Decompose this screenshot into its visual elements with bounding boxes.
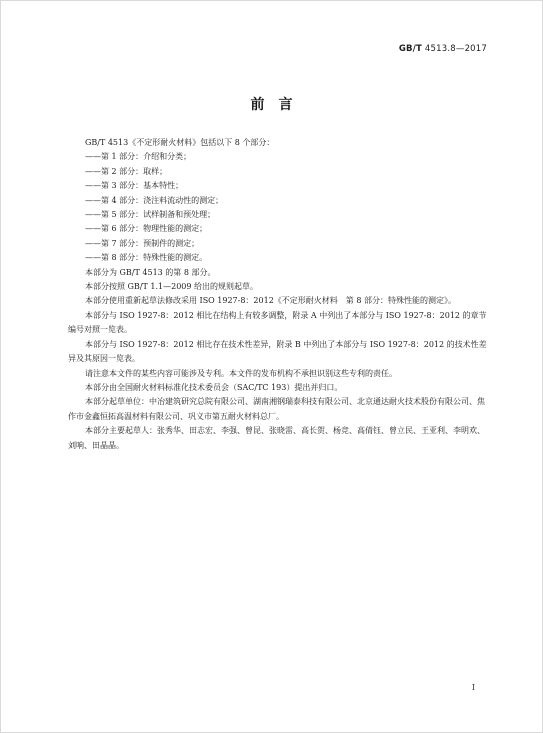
paragraph-series-intro: GB/T 4513《不定形耐火材料》包括以下 8 个部分： — [85, 138, 275, 147]
standard-code-header — [399, 44, 487, 54]
list-item-part-4: ——第 4 部分：浇注料流动性的测定； — [85, 195, 224, 205]
list-item-part-6: ——第 6 部分：物理性能的测定； — [85, 224, 208, 234]
list-item-part-1: ——第 1 部分：介绍和分类； — [85, 152, 192, 162]
standard-code-prefix: GB/T — [398, 44, 423, 54]
list-item-part-5: ——第 5 部分：试样制备和预处理； — [85, 210, 216, 220]
page-title: 前 言 — [250, 97, 293, 113]
paragraph-structure-changes: 本部分与 ISO 1927-8：2012 相比在结构上有较多调整，附录 A 中列出了本部分与 ISO 1927-8：2012 的章节编号对照一览表。 — [68, 310, 487, 335]
paragraph-patent-notice: 请注意本文件的某些内容可能涉及专利。本文件的发布机构不承担识别这些专利的责任。 — [85, 368, 397, 378]
standard-code-number: 4513.8—2017 — [424, 44, 487, 54]
paragraph-drafting-rules: 本部分按照 GB/T 1.1—2009 给出的规则起草。 — [85, 282, 259, 292]
list-item-part-8: ——第 8 部分：特殊性能的测定。 — [85, 253, 208, 263]
paragraph-main-drafters: 本部分主要起草人：张秀华、田志宏、李强、曾昆、张晓雷、高长贺、杨竞、高倩钰、曾立民、王亚利、李明欢、刘响、田晶晶。 — [68, 426, 485, 450]
paragraph-iso-adoption: 本部分使用重新起草法修改采用 ISO 1927-8：2012《不定形耐火材料 第 8 部分：特殊性能的测定》。 — [85, 296, 456, 306]
list-item-part-3: ——第 3 部分：基本特性； — [85, 181, 184, 191]
paragraph-proposer: 本部分由全国耐火材料标准化技术委员会（SAC/TC 193）提出并归口。 — [85, 382, 343, 392]
page-number: I — [471, 683, 475, 692]
paragraph-part-statement: 本部分为 GB/T 4513 的第 8 部分。 — [85, 267, 216, 277]
paragraph-technical-differences: 本部分与 ISO 1927-8：2012 相比存在技术性差异，附录 B 中列出了本部分与 ISO 1927-8：2012 的技术性差异及其原因一览表。 — [68, 339, 487, 364]
foreword-body — [68, 136, 488, 453]
list-item-part-7: ——第 7 部分：预制件的测定； — [85, 238, 200, 248]
paragraph-drafting-organizations: 本部分起草单位：中冶建筑研究总院有限公司、湖南湘钢瑞泰科技有限公司、北京通达耐火技术股份有限公司、焦作市金鑫恒拓高温材料有限公司、巩义市第五耐火材料总厂。 — [68, 397, 485, 421]
list-item-part-2: ——第 2 部分：取样； — [85, 166, 168, 176]
